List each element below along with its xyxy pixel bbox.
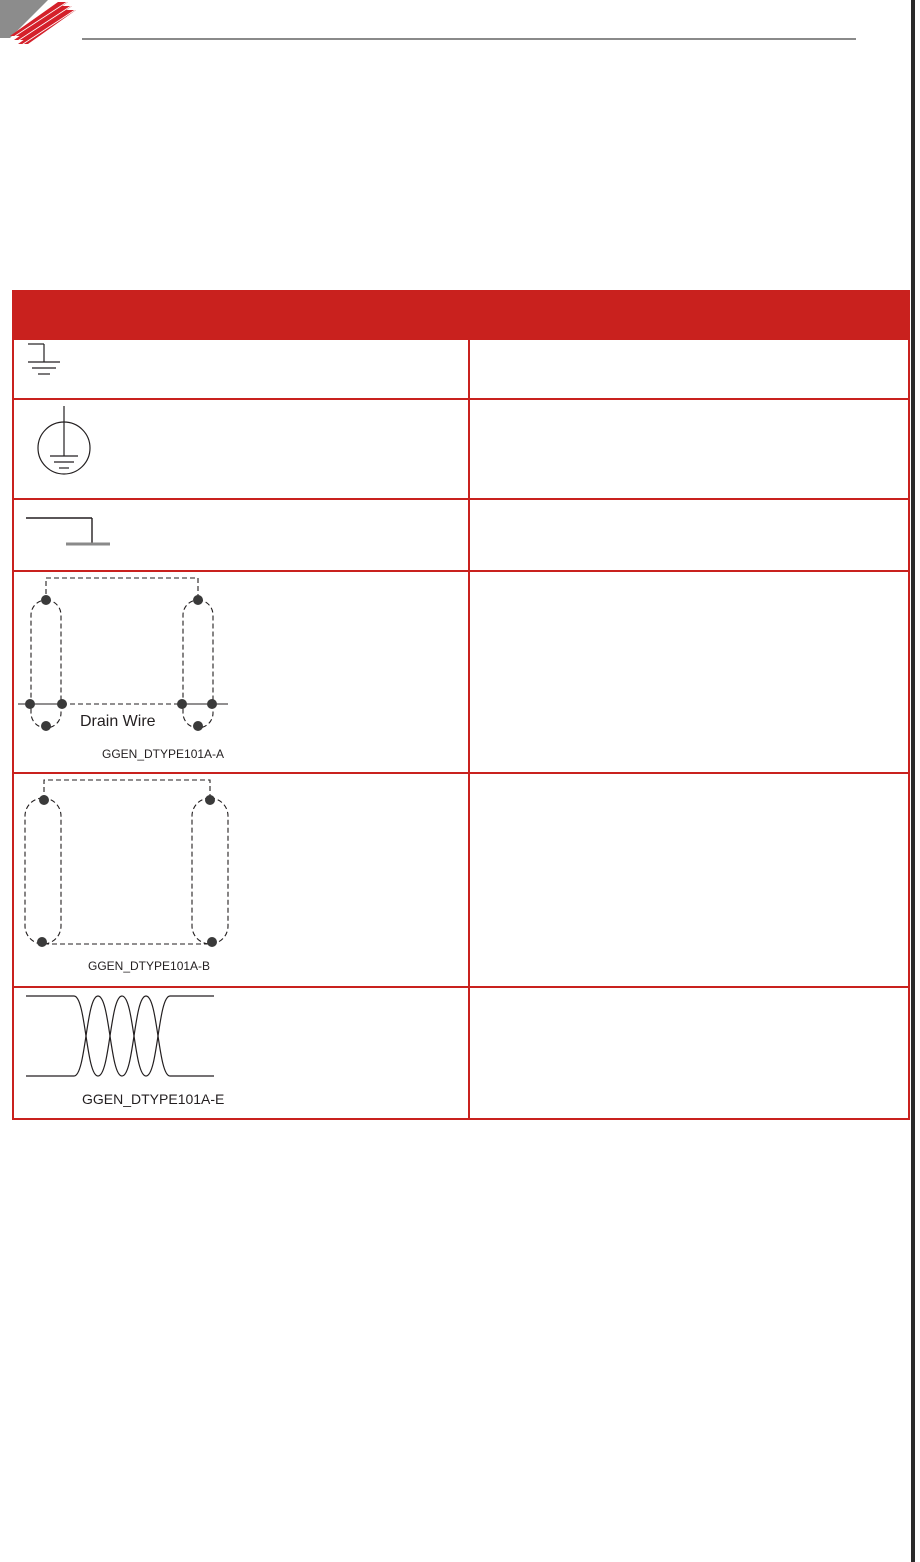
symbol-cell xyxy=(13,339,469,399)
description-cell xyxy=(469,499,909,571)
table-row xyxy=(13,339,909,399)
symbols-table xyxy=(12,290,910,1120)
header-rule xyxy=(82,38,856,40)
ground-icon xyxy=(14,340,468,398)
symbol-cell xyxy=(13,399,469,499)
description-cell xyxy=(469,571,909,773)
drain-wire-label: Drain Wire xyxy=(80,713,156,730)
table-row xyxy=(13,571,909,773)
table-row xyxy=(13,399,909,499)
symbol-cell xyxy=(13,499,469,571)
symbol-cell xyxy=(13,987,469,1119)
table-header-row xyxy=(13,291,909,339)
symbol-cell xyxy=(13,571,469,773)
chassis-ground-icon xyxy=(14,500,468,570)
table-row xyxy=(13,499,909,571)
symbol-code-label: GGEN_DTYPE101A-A xyxy=(102,747,225,761)
description-cell xyxy=(469,399,909,499)
table-row xyxy=(13,987,909,1119)
symbol-code-label: GGEN_DTYPE101A-E xyxy=(82,1091,225,1107)
symbol-cell xyxy=(13,773,469,987)
protective-earth-icon xyxy=(14,400,468,498)
table-row xyxy=(13,773,909,987)
symbol-code-label: GGEN_DTYPE101A-B xyxy=(88,959,211,973)
description-cell xyxy=(469,339,909,399)
table-header-description xyxy=(469,291,909,339)
twisted-pair-icon xyxy=(14,988,468,1118)
page-edge-bar xyxy=(911,0,915,1562)
description-cell xyxy=(469,987,909,1119)
shielded-cable-drain-wire-icon xyxy=(14,572,468,772)
brand-logo-icon xyxy=(0,0,80,50)
description-cell xyxy=(469,773,909,987)
shielded-cable-icon xyxy=(14,774,468,986)
table-header-symbol xyxy=(13,291,469,339)
